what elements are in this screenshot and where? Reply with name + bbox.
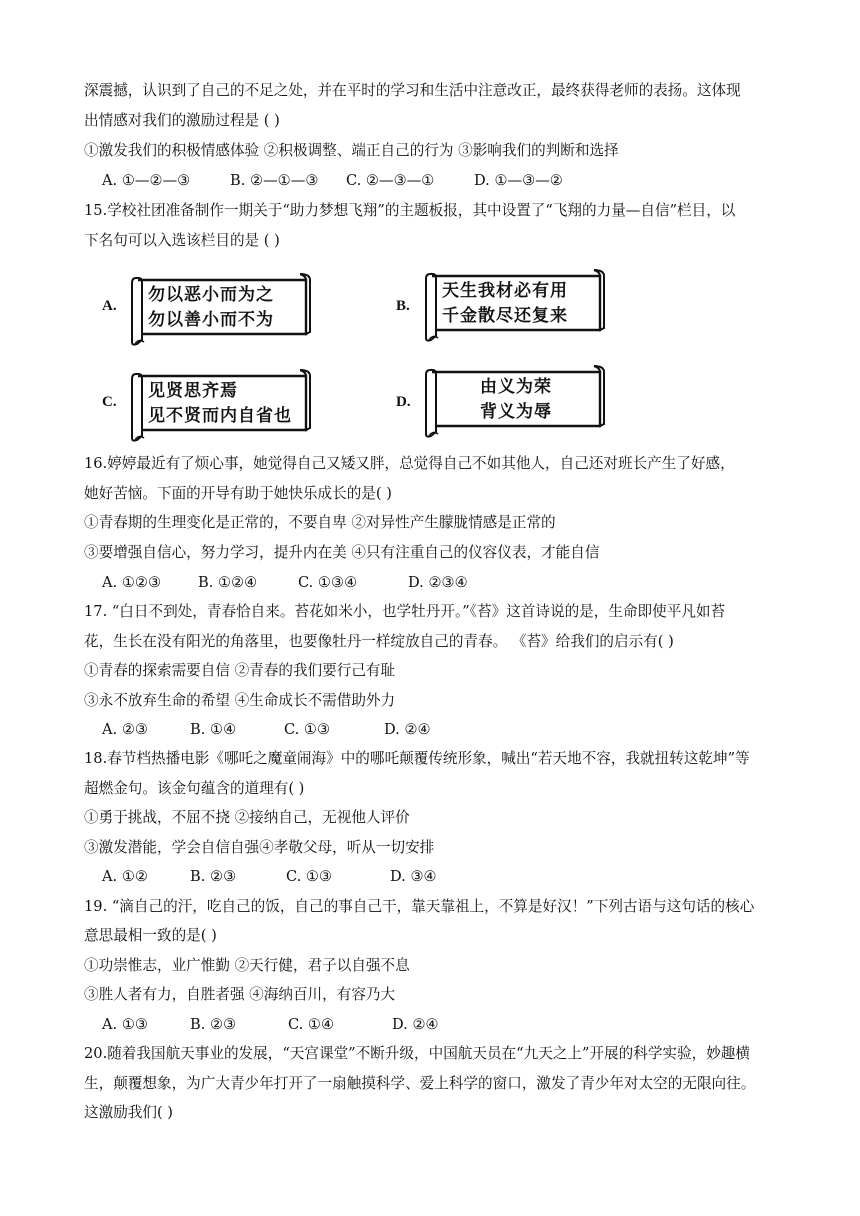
- scroll-line-2: 背义为辱: [480, 402, 552, 422]
- figure-a-letter[interactable]: A.: [102, 298, 117, 314]
- option-d[interactable]: D. ②④: [384, 721, 431, 738]
- scroll-line-2: 勿以善小而不为: [148, 310, 274, 330]
- option-c[interactable]: C. ①③④: [298, 574, 358, 591]
- q16-items-line-1: ①青春期的生理变化是正常的，不要自卑 ②对异性产生朦胧情感是正常的: [84, 514, 556, 531]
- option-c[interactable]: C. ①④: [288, 1016, 335, 1033]
- q16-stem-line-1: 16.婷婷最近有了烦心事，她觉得自己又矮又胖，总觉得自己不如其他人，自己还对班长产生了好感，: [84, 455, 735, 472]
- q16-stem-line-2: 她好苦恼。下面的开导有助于她快乐成长的是( ): [84, 485, 392, 502]
- option-a[interactable]: A. ①②③: [102, 574, 162, 591]
- q15-stem-line-2: 下名句可以入选该栏目的是 ( ): [84, 232, 280, 249]
- q18-stem-line-1: 18.春节档热播电影《哪吒之魔童闹海》中的哪吒颠覆传统形象，喊出“若天地不容，我就扭转这乾坤”等: [84, 750, 750, 767]
- q17-items-line-1: ①青春的探索需要自信 ②青春的我们要行己有耻: [84, 662, 396, 679]
- q14-text-line-1: 深震撼，认识到了自己的不足之处，并在平时的学习和生活中注意改正，最终获得老师的表扬。这体现: [84, 82, 741, 99]
- scroll-line-1: 见贤思齐焉: [148, 381, 238, 401]
- scroll-line-1: 天生我材必有用: [442, 281, 568, 301]
- q15-stem-line-1: 15.学校社团准备制作一期关于“助力梦想飞翔”的主题板报，其中设置了“飞翔的力量—自信”栏目，以: [84, 202, 736, 219]
- q17-items-line-2: ③永不放弃生命的希望 ④生命成长不需借助外力: [84, 692, 396, 709]
- option-a[interactable]: A. ②③: [102, 721, 148, 738]
- option-b[interactable]: B. ①④: [190, 721, 237, 738]
- q20-stem-line-1: 20.随着我国航天事业的发展，“天宫课堂”不断升级，中国航天员在“九天之上”开展的科学实验，妙趣横: [84, 1045, 750, 1062]
- q16-items-line-2: ③要增强自信心，努力学习，提升内在美 ④只有注重自己的仪容仪表，才能自信: [84, 544, 600, 561]
- figure-b-letter[interactable]: B.: [396, 298, 410, 314]
- q19-items-line-1: ①功崇惟志，业广惟勤 ②天行健，君子以自强不息: [84, 957, 410, 974]
- scroll-text-a: [148, 283, 308, 333]
- scroll-line-2: 千金散尽还复来: [442, 306, 568, 326]
- option-b[interactable]: B. ①②④: [198, 574, 258, 591]
- q14-text-line-2: 出情感对我们的激励过程是 ( ): [84, 112, 280, 129]
- option-d[interactable]: D. ②③④: [408, 574, 468, 591]
- q18-items-line-2: ③激发潜能，学会自信自强④孝敬父母，听从一切安排: [84, 839, 435, 856]
- q18-stem-line-2: 超燃金句。该金句蕴含的道理有( ): [84, 780, 305, 797]
- scroll-line-2: 见不贤而内自省也: [148, 406, 292, 426]
- option-a[interactable]: A. ①③: [102, 1016, 148, 1033]
- option-d[interactable]: D. ②④: [392, 1016, 439, 1033]
- option-b[interactable]: B. ②③: [190, 868, 237, 885]
- option-c[interactable]: C. ①③: [284, 721, 331, 738]
- scroll-figure-d[interactable]: [424, 366, 604, 428]
- scroll-line-1: 勿以恶小而为之: [148, 285, 274, 305]
- option-d[interactable]: D. ③④: [390, 868, 437, 885]
- option-d[interactable]: D. ①—③—②: [474, 172, 563, 189]
- q18-items-line-1: ①勇于挑战，不屈不挠 ②接纳自己，无视他人评价: [84, 809, 410, 826]
- q19-stem-line-2: 意思最相一致的是( ): [84, 927, 217, 944]
- q20-stem-line-3: 这激励我们( ): [84, 1104, 173, 1121]
- option-a[interactable]: A. ①—②—③: [102, 172, 191, 189]
- option-c[interactable]: C. ②—③—①: [346, 172, 435, 189]
- q19-stem-line-1: 19. “滴自己的汗，吃自己的饭，自己的事自己干，靠天靠祖上，不算是好汉！”下列古语与这句话的核心: [84, 898, 755, 915]
- q19-items-line-2: ③胜人者有力，自胜者强 ④海纳百川，有容乃大: [84, 986, 396, 1003]
- option-c[interactable]: C. ①③: [286, 868, 333, 885]
- option-a[interactable]: A. ①②: [102, 868, 148, 885]
- option-b[interactable]: B. ②③: [190, 1016, 237, 1033]
- scroll-figure-c[interactable]: [130, 370, 310, 432]
- q20-stem-line-2: 生，颠覆想象，为广大青少年打开了一扇触摸科学、爱上科学的窗口，激发了青少年对太空的无限向往。: [84, 1075, 756, 1092]
- figure-c-letter[interactable]: C.: [102, 394, 117, 410]
- scroll-line-1: 由义为荣: [480, 377, 552, 397]
- scroll-text-c: [148, 379, 308, 429]
- scroll-text-d: [436, 375, 596, 425]
- scroll-figure-a[interactable]: [130, 274, 310, 336]
- figure-d-letter[interactable]: D.: [396, 394, 411, 410]
- scroll-figure-b[interactable]: [424, 270, 604, 332]
- q17-stem-line-1: 17. “白日不到处，青春恰自来。苔花如米小，也学牡丹开。”《苔》这首诗说的是，生命即使平凡如苔: [84, 603, 726, 620]
- q17-stem-line-2: 花，生长在没有阳光的角落里，也要像牡丹一样绽放自己的青春。 《苔》给我们的启示有( ): [84, 633, 674, 650]
- scroll-text-b: [442, 279, 602, 329]
- q14-items: ①激发我们的积极情感体验 ②积极调整、端正自己的行为 ③影响我们的判断和选择: [84, 142, 619, 159]
- option-b[interactable]: B. ②—①—③: [230, 172, 319, 189]
